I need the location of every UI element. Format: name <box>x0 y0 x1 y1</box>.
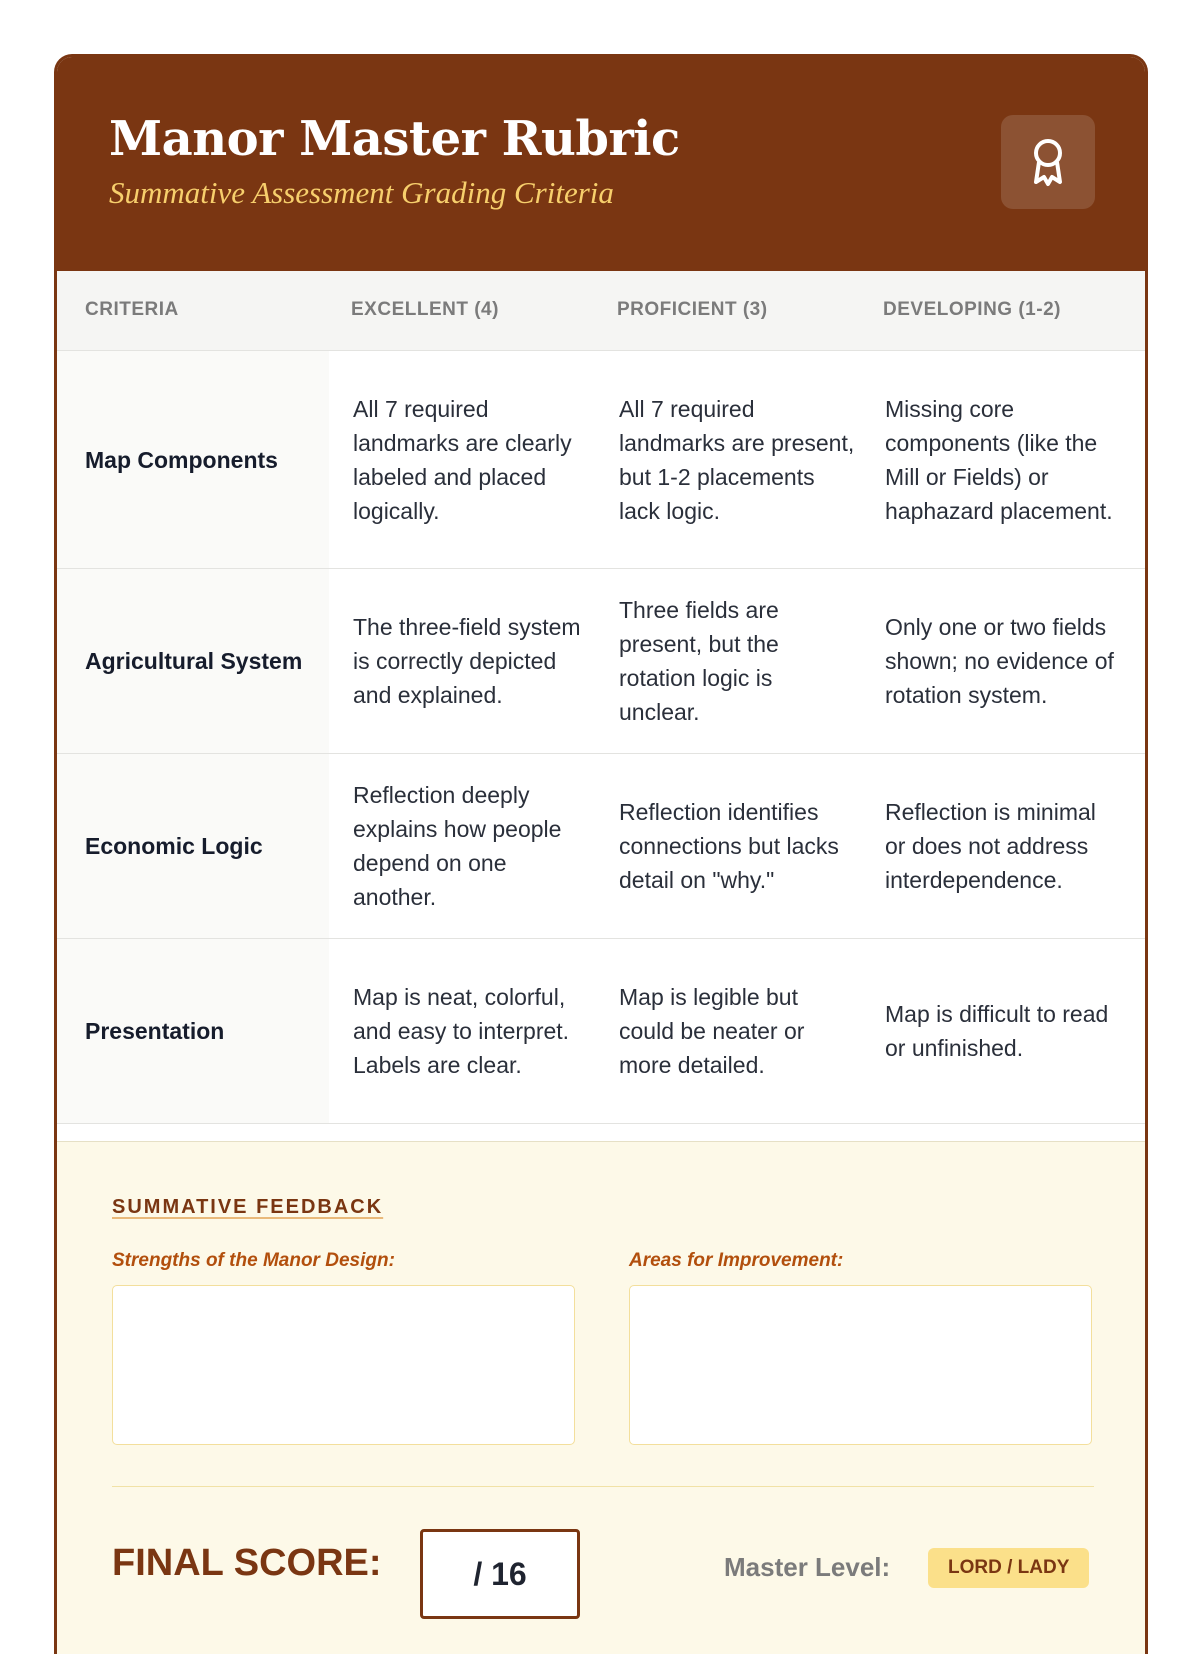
divider <box>112 1486 1094 1487</box>
excellent-cell: Reflection deeply explains how people depend on one another. <box>353 782 562 910</box>
developing-cell: Only one or two fields shown; no evidence of rotation system. <box>885 614 1114 708</box>
table-row <box>57 351 1145 569</box>
column-header-proficient: PROFICIENT (3) <box>617 299 768 320</box>
master-level-badge: LORD / LADY <box>928 1548 1089 1588</box>
criterion-label: Agricultural System <box>85 648 303 674</box>
final-score-label: FINAL SCORE: <box>112 1542 382 1584</box>
developing-cell: Map is difficult to read or unfinished. <box>885 1001 1109 1061</box>
proficient-cell: Reflection identifies connections but lacks detail on "why." <box>619 799 839 893</box>
score-text: / 16 <box>473 1555 527 1592</box>
excellent-cell: All 7 required landmarks are clearly labeled and placed logically. <box>353 395 572 524</box>
table-row <box>57 569 1145 754</box>
rubric-card <box>54 54 1148 1654</box>
master-level-label: Master Level: <box>724 1552 891 1582</box>
criterion-label: Presentation <box>85 1018 225 1044</box>
feedback-section <box>57 1141 1145 1654</box>
table-row <box>57 754 1145 939</box>
strengths-input[interactable] <box>112 1285 575 1445</box>
criterion-label: Economic Logic <box>85 833 263 859</box>
proficient-cell: Map is legible but could be neater or more detailed. <box>619 984 805 1078</box>
table-header <box>57 271 1145 351</box>
developing-cell: Reflection is minimal or does not address interdependence. <box>885 799 1096 893</box>
page-subtitle: Summative Assessment Grading Criteria <box>109 175 614 210</box>
award-ribbon-icon <box>1028 136 1068 188</box>
excellent-cell: The three-field system is correctly depicted and explained. <box>353 614 581 708</box>
proficient-cell: All 7 required landmarks are present, but 1-2 placements lack logic. <box>619 395 855 524</box>
column-header-excellent: EXCELLENT (4) <box>351 299 499 320</box>
criterion-label: Map Components <box>85 446 278 473</box>
rubric-header <box>57 57 1145 271</box>
improvement-label: Areas for Improvement: <box>629 1250 844 1271</box>
page-title: Manor Master Rubric <box>109 111 680 167</box>
strengths-label: Strengths of the Manor Design: <box>112 1250 395 1271</box>
improvement-input[interactable] <box>629 1285 1092 1445</box>
proficient-cell: Three fields are present, but the rotation logic is unclear. <box>619 597 779 725</box>
column-header-developing: DEVELOPING (1-2) <box>883 299 1061 320</box>
column-header-criteria: CRITERIA <box>85 299 179 320</box>
developing-cell: Missing core components (like the Mill or Fields) or haphazard placement. <box>885 395 1113 524</box>
excellent-cell: Map is neat, colorful, and easy to interpret. Labels are clear. <box>353 984 570 1078</box>
award-badge <box>1001 115 1095 209</box>
feedback-heading: SUMMATIVE FEEDBACK <box>112 1196 384 1218</box>
score-input[interactable] <box>420 1529 580 1619</box>
table-row <box>57 939 1145 1124</box>
